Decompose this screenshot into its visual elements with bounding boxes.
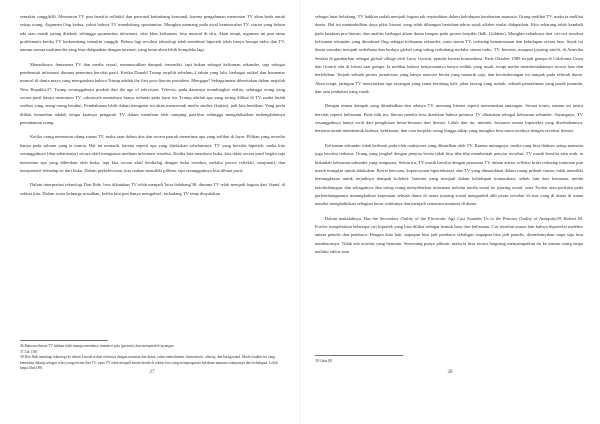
paragraph: semakin canggih36. Menonton TV pun bersifat reflektif dan personal ketimbang komunal, karena pengalaman menonton TV akan beda untuk setiap orang. Argumen Ong kedua, yakni bahwa TV mendukung spontanitas. Mungkin memang pada awal kemunculan TV, siaran yang belum ada atau masih jarang ditekuk, sehingga spontanitas informasi, sifat khas kelisanan, bisa muncul di situ. Akan tetapi, argumen ini pun sama problematis ketika TV berkembang semakin canggih. Belum lagi revolusi teknologi telah membuat hipertek telah hanya berupa radio dan TV, namun semua multimedia yang bisa didapatkan dengan internet, yang tentu akan lebih kompleks lagi. bbox=[20, 14, 285, 53]
right-page-footnotes bbox=[315, 355, 583, 365]
footnote-divider bbox=[315, 355, 403, 356]
paragraph: Dalam interpretasi teknologi Don Ihde, bisa dikatakan TV telah menjadi 'latar belakang'38, dimana TV telah menjadi bagian dari 'dunia' di sekitar kita. Dalam acara keluarga misalkan, ketika kita pun hanya mengobrol, terkadang TV tetap dinyalakan bbox=[20, 182, 285, 196]
page-number: 28 bbox=[447, 370, 453, 375]
footnote: 38 Don Ihde membagi teknologi ke dalam 4 mode terkait relasinya dengan manusia dan dunia, yakni embodiment, hermeneutic, alterity, dan background. Mode terakhir ini yang kemudian dikutip sebagai relasi yang tersirat dari TV, yaitu TV telah menjadi benda-benda di sekitar kita yang mempengaruhi kelakuan manusia selanjutnya dari kehidupan. Lebih lanjut lihat [39] bbox=[20, 355, 278, 371]
footnote: 39 Lihat [8] bbox=[315, 359, 333, 363]
left-page-footnotes bbox=[20, 340, 285, 372]
right-page-body bbox=[315, 13, 583, 256]
paragraph: Ketika orang menonton ulang siaran TV, maka iaan dalam dua dan secara pasrah menerima apa yang terlihat di layar. Pilihan yang tersedia hanya pada saluran yang ia tonton. Hal ini menarik, karena seperti apa yang dijelaskan sebelumnya, TV yang bersifat hipertek, maka kita sesungguhnya (dan seharusnya) secara aktif menguasai medium informasi tersebut. Ketika kita membaca buku, kita tidak secara pasif begitu saja menerima apa yang diberikan oleh buku, tapi kita secara aktif berdialog dengan buku tersebut, melalui proses reflektif, imajinatif, dan interpretatif terhadap isi dari buku. Dalam perkelevisian, kita seakan memiliki pilihan, tapi sesungguhnya kita dibuat pasif. bbox=[20, 134, 285, 173]
paragraph: Kelisanan sekunder tidak berhenti pada efek reaksioner yang dihasilkan oleh TV. Karena untungnya, media yang bisa diakses setiap manusia juga bersifat terbatas. Orang yang jengkel dengan penyiar berita tidak bisa tiba-tiba membentak penyiar tersebut. TV masih bersifat satu arah, ia bukanlah kelisanan sekunder yang sempurna. Selain itu, TV masih bersifat dengan penonton TV, dalam artian, refleksi kritis terhadap tontonan pun masih mungkin untuk dilakukan. Berita bencana, kepercayaan hipertekstual, dan TV yang dimasukkan dalam ruang pribadi siaran, tidak memiliki kemungkinan untuk terjadinya dampak kolektif. Internet yang menjadi dalam kehidupan komunikasi, sebab lain dari kemasan, media keterhubungan, dan sebagainya, dan setiap orang menyebarkan informasi melalui media sosial ke jejaring sosial, serta Twitter atau perilaku pada perkembangannya meningkatkan kepesatan sebuah dunia di mana jejaring sosial mengambil alih peran tersebut di atas yang di dunia di mana mereka menghabiskan sebagian besar waktunya dan menjadi semacam manusia di dunia. bbox=[315, 142, 583, 207]
footnote: 36 Bahwasa Smart-TV bahkan telah mampu membaca, memberi pola (gesture), dan memperoleh tayangan. bbox=[20, 344, 175, 348]
right-page bbox=[300, 0, 600, 424]
footnote-divider bbox=[20, 340, 108, 341]
paragraph: sebagai latar belakang. TV bahkan sudah menjadi bagian tak terpisahkan dalam kehidupan keseharian manusia. Orang melihat TV, maka ia melihat dunia. Hal ini menimbulkan daya pikir literasi yang telah dibangun bertahun-tahun sejak alfabet mulai didapatkan. Kita sekarang telah kembali pada keadaan pra-literasi, dan analitis berbagai aliran dunia lampau pada proses berpikir (bdk. Giddens). Mungkin sebaiknya dari ciri-ciri tersebut kelisanan sekunder yang dimaksud Ong sebagai kelisanan sekunder, yaitu siaran TV, terhadap kemanusiaan dan kehidupan secara luas. Sejak itu dunia semakin menjadi sederhana dan budaya global yang saling terhubung melalui siaran radio, TV, Internet, maupun jejaring satelit, di Amerika Serikat di gambarkan sebagai global village oleh Larry Gonick, penulis kartun komunikasi. Pada Oktober 1989 terjadi gempa di California Utara dan Gonick ada di lokasi saat gempa. Ia melihat bahwa kenyataannya hanya sedikit yang rusak, tetapi media memberitakannya secara luas dan berlebihan. Terjadi sebuah proses jurnalisme yang hanya mencari berita yang menarik saja, dan kecenderungan ini tampak pada seluruh dunia. Akan tetapi, jaringan TV menyiarkan tiga tayangan yang sama berulang kali: jalan layang yang runtuh, sebuah pemukiman yang porak poranda, dan satu jembatan yang rusak. bbox=[315, 14, 583, 95]
paragraph: Dalam makalahnya, Has the Secondary Orality of the Electronic Age Cast Asunder Us to the Primary Orality of Antiquity39, Robert M. Fowler menjelaskan beberapa ciri hipertek yang bisa dilihat sebagai bentuk baru dari kelisanan. Ciri tersebut antara lain bahwa hipertekst melebur antara penulis dan pembaca. Dengan kata lain, siapapun bisa jadi pembaca sekaligus siapapun bisa jadi penulis, disembunyikan siapa saja bisa membacanya. Tidak ada otoritas yang bermain. Seseorang punya pikiran, maka ia bisa secara langsung menyampaikan itu ke semua orang tanpa melalui editor atau bbox=[315, 215, 583, 254]
paragraph: Menariknya, fenomena TV dan media visual, memunculkan dampak tersendiri, tapi bukan sebagai kelisanan sekunder, tapi sebagai pembentuk informasi dimana penerima bersifat pasif. Ketika Donald Trump terpilih sebelum 2 tahun yang lalu, berbagai artikel dan komentar muncul di dunia maya yang mengatakan bahwa Trump adalah the first post-literate president. Mengapa? Sebagaimana diberitakan dalam majalah New Republic37, Trump sesungguhnya produk dari the age of television. Televisi, pada dasarnya membingkai realita, sehingga orang yang secara pasif hanya menonton TV, cakrawala mentalnya hanya terbatas pada layar itu. Trump adalah apa yang sering dilihat di TV, maka itulah realitas yang orang-orang ketahui. Pembahasan lebih dalam mengenai ini akan menyentuh media studies (kajian), jadi kita hentikan. Yang perlu dilihat kemudian adalah tetapa kuatnya pengaruh TV dalam membuat efek samping pasifitas sehingga mengakibatkan terbengkalainya pemahaman orang. bbox=[20, 61, 285, 126]
footnote: 37 Lih. [38] bbox=[20, 349, 38, 354]
paragraph: Dengan semua dampak yang ditimbulkan dari adanya TV, memang literasi seperti menemukan tantangan. Secara ironis, namun ini justru bersifat seperti kelisanan. Pada titik ini, literasi penulis bisa diartikan bahwa pemirsa TV dikatakan sebagai kelisanan sekunder. Sayangnya, TV sesungguhnya hanya awal dari pengikisan besar-besaran dari literasi. Lebih dari itu, internet, bersama semua hipertekst yang disediakannya, bertemu untuk membentuk budaya, kebiasaan, dan cara berpikir orang hingga tahap yang mungkin bisa sama totalnya dengan revolusi literasi. bbox=[315, 103, 583, 134]
page-number: 27 bbox=[149, 370, 155, 375]
left-page-body bbox=[20, 13, 285, 198]
